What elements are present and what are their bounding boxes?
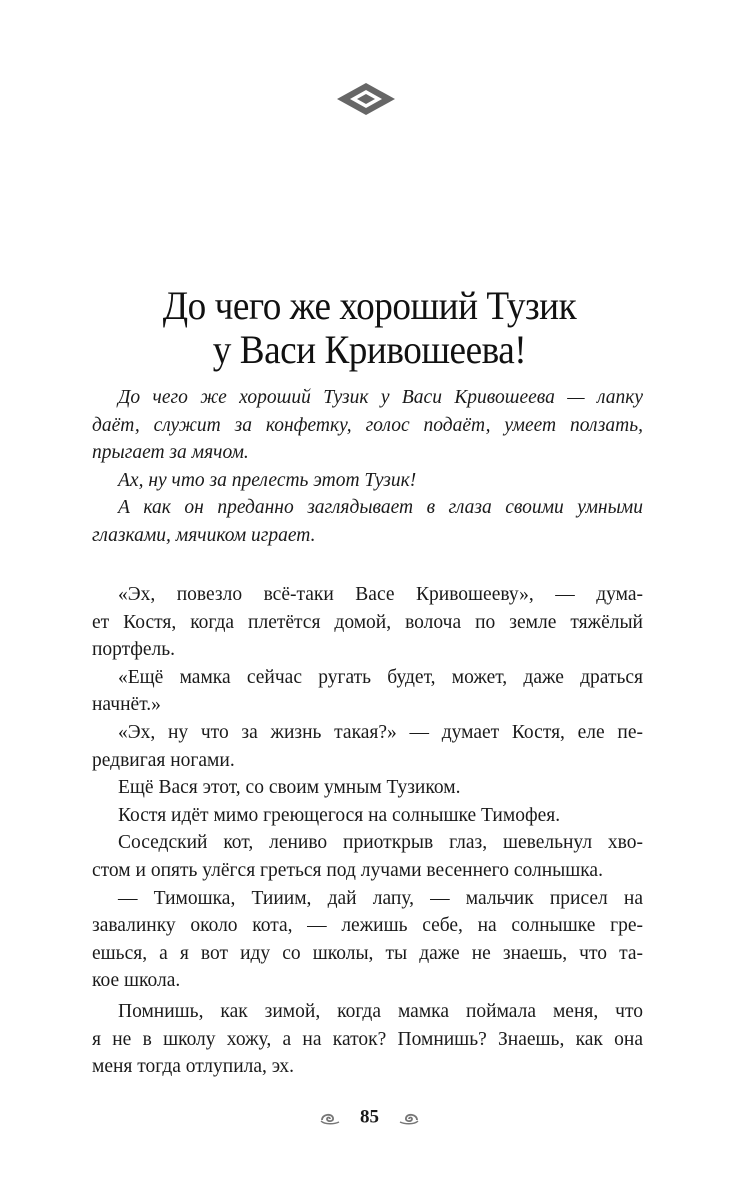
text-line: даёт, служит за конфетку, голос подаёт, умеет ползать, bbox=[92, 414, 643, 436]
paragraph bbox=[92, 384, 643, 467]
paragraph bbox=[92, 467, 643, 495]
swirl-ornament-left-icon bbox=[319, 1111, 341, 1125]
text-line: кое школа. bbox=[92, 970, 181, 992]
text-line: Костя идёт мимо греющегося на солнышке Тимофея. bbox=[118, 804, 561, 826]
paragraph bbox=[92, 774, 643, 802]
paragraph bbox=[92, 581, 643, 664]
paragraph bbox=[92, 885, 643, 995]
paragraph bbox=[92, 494, 643, 549]
chapter-title bbox=[0, 284, 739, 372]
epigraph bbox=[92, 384, 643, 550]
text-line: прыгает за мячом. bbox=[92, 442, 249, 464]
paragraph bbox=[92, 664, 643, 719]
text-line: «Эх, повезло всё-таки Васе Кривошееву», — дума- bbox=[118, 584, 643, 605]
text-line: я не в школу хожу, а на каток? Помнишь? Знаешь, как она bbox=[92, 1028, 643, 1050]
text-line: меня тогда отлупила, эх. bbox=[92, 1056, 295, 1078]
text-line: Помнишь, как зимой, когда мамка поймала меня, что bbox=[118, 1000, 643, 1022]
paragraph bbox=[92, 998, 643, 1081]
chapter-title-line: у Васи Кривошеева! bbox=[212, 327, 527, 372]
text-line: начнёт.» bbox=[92, 694, 161, 716]
body-text bbox=[92, 581, 643, 1081]
text-line: стом и опять улёгся греться под лучами весеннего солнышка. bbox=[92, 859, 603, 881]
text-line: До чего же хороший Тузик у Васи Кривошеева — лапку bbox=[118, 387, 643, 408]
swirl-ornament-right-icon bbox=[398, 1111, 420, 1125]
text-line: глазками, мячиком играет. bbox=[92, 524, 316, 546]
diamond-ornament-icon bbox=[336, 82, 396, 116]
chapter-title-line: До чего же хороший Тузик bbox=[162, 283, 577, 328]
text-line: «Эх, ну что за жизнь такая?» — думает Костя, еле пе- bbox=[118, 721, 643, 743]
paragraph bbox=[92, 719, 643, 774]
paragraph bbox=[92, 802, 643, 830]
text-line: завалинку около кота, — лежишь себе, на солнышке гре- bbox=[92, 915, 643, 937]
paragraph bbox=[92, 829, 643, 884]
text-line: ешься, а я вот иду со школы, ты даже не знаешь, что та- bbox=[92, 942, 643, 964]
text-line: редвигая ногами. bbox=[92, 749, 235, 771]
text-line: Ещё Вася этот, со своим умным Тузиком. bbox=[118, 777, 461, 799]
page-footer bbox=[0, 1106, 739, 1129]
text-line: Соседский кот, лениво приоткрыв глаз, шевельнул хво- bbox=[118, 832, 643, 854]
text-line: «Ещё мамка сейчас ругать будет, может, даже драться bbox=[118, 666, 643, 688]
page-number: 85 bbox=[360, 1106, 379, 1128]
text-line: Ах, ну что за прелесть этот Тузик! bbox=[118, 469, 417, 491]
text-line: портфель. bbox=[92, 639, 175, 661]
text-line: А как он преданно заглядывает в глаза своими умными bbox=[118, 497, 643, 519]
text-line: — Тимошка, Тииим, дай лапу, — мальчик присел на bbox=[118, 887, 643, 909]
text-line: ет Костя, когда плетётся домой, волоча по земле тяжёлый bbox=[92, 611, 643, 633]
